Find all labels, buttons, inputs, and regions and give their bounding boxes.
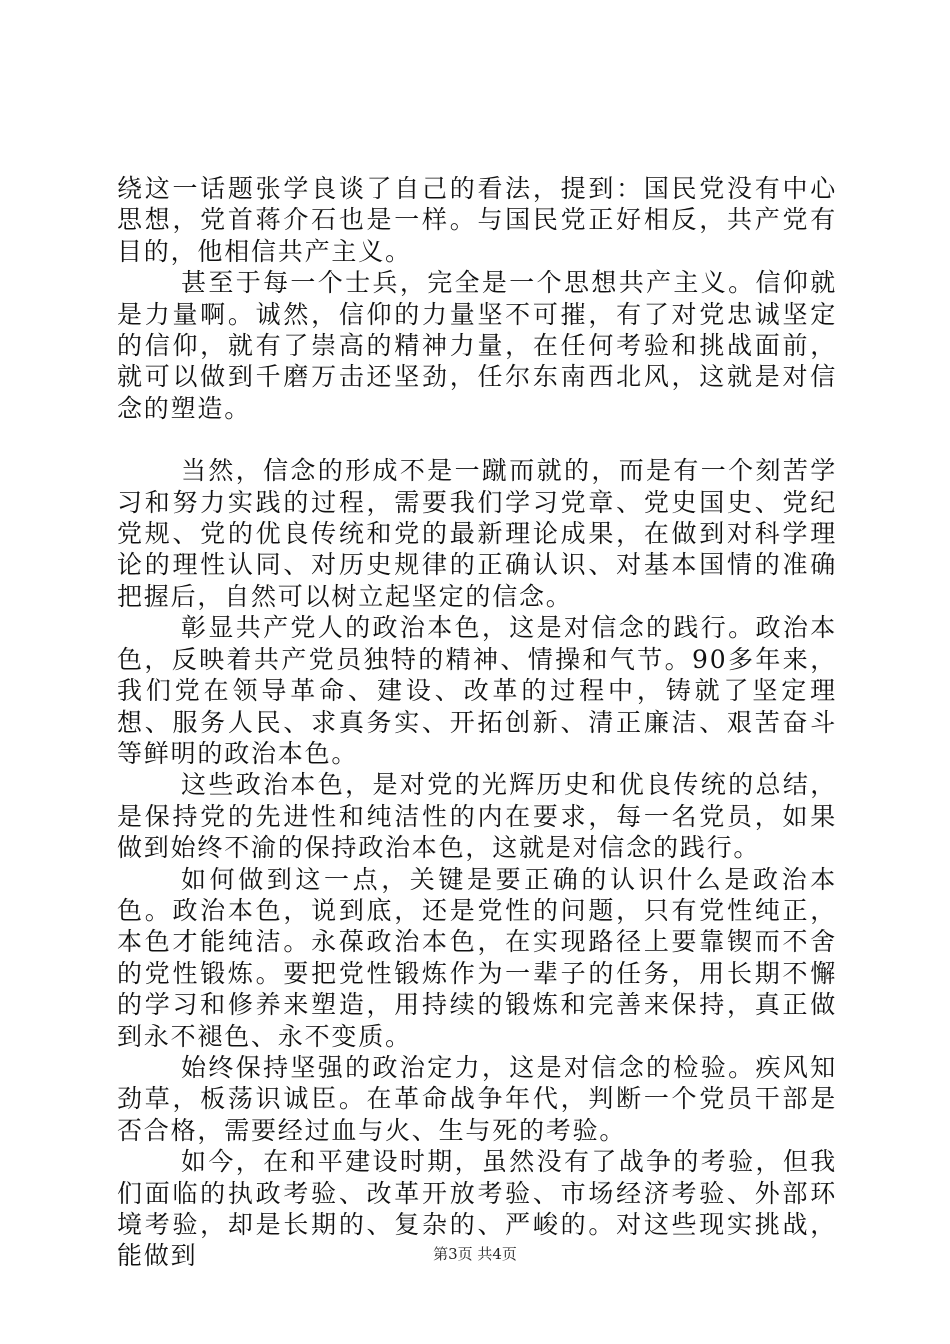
paragraph-6: 如何做到这一点，关键是要正确的认识什么是政治本色。政治本色，说到底，还是党性的问题，只有党性纯正，本色才能纯洁。永葆政治本色，在实现路径上要靠锲而不舍的党性锻炼。要把党性锻炼作为一辈子的任务，用长期不懈的学习和修养来塑造，用持续的锻炼和完善来保持，真正做到永不褪色、永不变质。	[117, 864, 837, 1051]
page-footer: 第3页 共4页	[433, 1245, 517, 1263]
paragraph-1: 绕这一话题张学良谈了自己的看法，提到：国民党没有中心思想，党首蒋介石也是一样。与国民党正好相反，共产党有目的，他相信共产主义。	[117, 174, 837, 266]
paragraph-3: 当然，信念的形成不是一蹴而就的，而是有一个刻苦学习和努力实践的过程，需要我们学习党章、党史国史、党纪党规、党的优良传统和党的最新理论成果，在做到对科学理论的理性认同、对历史规律的正确认识、对基本国情的准确把握后，自然可以树立起坚定的信念。	[117, 456, 837, 611]
paragraph-4: 彰显共产党人的政治本色，这是对信念的践行。政治本色，反映着共产党员独特的精神、情操和气节。90多年来，我们党在领导革命、建设、改革的过程中，铸就了坚定理想、服务人民、求真务实、开拓创新、清正廉洁、艰苦奋斗等鲜明的政治本色。	[117, 613, 837, 768]
paragraph-2: 甚至于每一个士兵，完全是一个思想共产主义。信仰就是力量啊。诚然，信仰的力量坚不可摧，有了对党忠诚坚定的信仰，就有了崇高的精神力量，在任何考验和挑战面前，就可以做到千磨万击还坚劲，任尔东南西北风，这就是对信念的塑造。	[117, 268, 837, 423]
paragraph-7: 始终保持坚强的政治定力，这是对信念的检验。疾风知劲草，板荡识诚臣。在革命战争年代，判断一个党员干部是否合格，需要经过血与火、生与死的考验。	[117, 1052, 837, 1145]
paragraph-8: 如今，在和平建设时期，虽然没有了战争的考验，但我们面临的执政考验、改革开放考验、市场经济考验、外部环境考验，却是长期的、复杂的、严峻的。对这些现实挑战，能做到	[117, 1147, 837, 1271]
paragraph-5: 这些政治本色，是对党的光辉历史和优良传统的总结，是保持党的先进性和纯洁性的内在要求，每一名党员，如果做到始终不渝的保持政治本色，这就是对信念的践行。	[117, 770, 837, 863]
document-body	[117, 173, 837, 1272]
